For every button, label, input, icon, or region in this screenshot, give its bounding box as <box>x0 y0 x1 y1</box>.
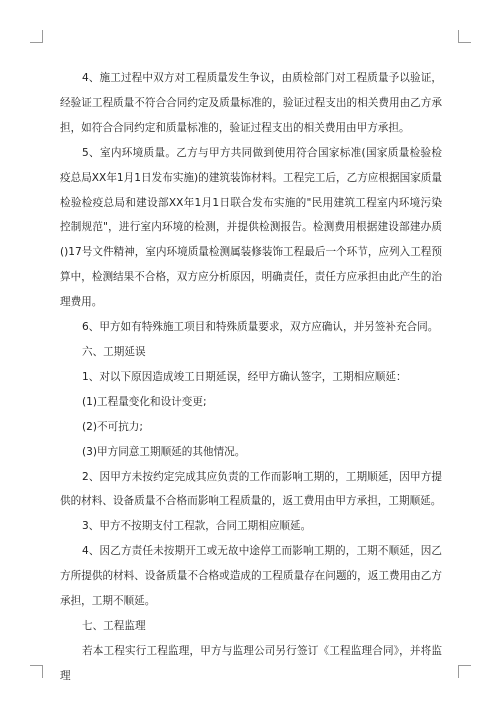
crop-mark-bottom-right <box>458 665 471 678</box>
document-body <box>60 66 442 689</box>
paragraph-delay-clause-2: 2、因甲方未按约定完成其应负责的工作而影响工期的，工期顺延，因甲方提供的材料、设备质量不合格而影响工程质量的，返工费用由甲方承担，工期顺延。 <box>60 470 442 508</box>
crop-mark-bottom-left <box>30 665 43 678</box>
list-item-1: (1)工程量变化和设计变更; <box>82 395 207 408</box>
crop-mark-top-right <box>458 30 471 43</box>
section-heading-delay: 六、工期延误 <box>82 345 146 358</box>
paragraph-clause-4-quality-dispute: 4、施工过程中双方对工程质量发生争议，由质检部门对工程质量予以验证，经验证工程质量不符合合同约定及质量标准的，验证过程支出的相关费用由乙方承担，如符合合同约定和质量标准的，验证过程支出的相关费用由甲方承担。 <box>60 72 442 134</box>
paragraph-delay-clause-4: 4、因乙方责任未按期开工或无故中途停工而影响工期的，工期不顺延，因乙方所提供的材料、设备质量不合格或造成的工程质量存在问题的，返工费用由乙方承担，工期不顺延。 <box>60 545 442 608</box>
paragraph-clause-5-indoor-environment: 5、室内环境质量。乙方与甲方共同做到使用符合国家标准(国家质量检验检疫总局XX年1月1日发布实施)的建筑装饰材料。工程完工后，乙方应根据国家质量检验检疫总局和建设部XX年1月1日联合发布实施的"民用建筑工程室内环境污染控制规范"，进行室内环境的检测，并提供检测报告。检测费用根据建设部建办质()17号文件精神，室内环境质量检测属装修装饰工程最后一个环节，应列入工程预算中，检测结果不合格，双方应分析原因，明确责任，责任方应承担由此产生的治理费用。 <box>60 146 442 309</box>
section-heading-supervision: 七、工程监理 <box>82 619 146 632</box>
paragraph-delay-clause-1: 1、对以下原因造成竣工日期延误，经甲方确认签字，工期相应顺延： <box>82 370 407 383</box>
list-item-2: (2)不可抗力; <box>82 420 143 433</box>
list-item-3: (3)甲方同意工期顺延的其他情况。 <box>82 445 246 458</box>
paragraph-supervision-1: 若本工程实行工程监理，甲方与监理公司另行签订《工程监理合同》，并将监理 <box>60 644 442 682</box>
crop-mark-top-left <box>30 30 43 43</box>
paragraph-clause-6-special-requirements: 6、甲方如有特殊施工项目和特殊质量要求，双方应确认，并另签补充合同。 <box>82 321 439 334</box>
paragraph-delay-clause-3: 3、甲方不按期支付工程款，合同工期相应顺延。 <box>82 520 312 533</box>
